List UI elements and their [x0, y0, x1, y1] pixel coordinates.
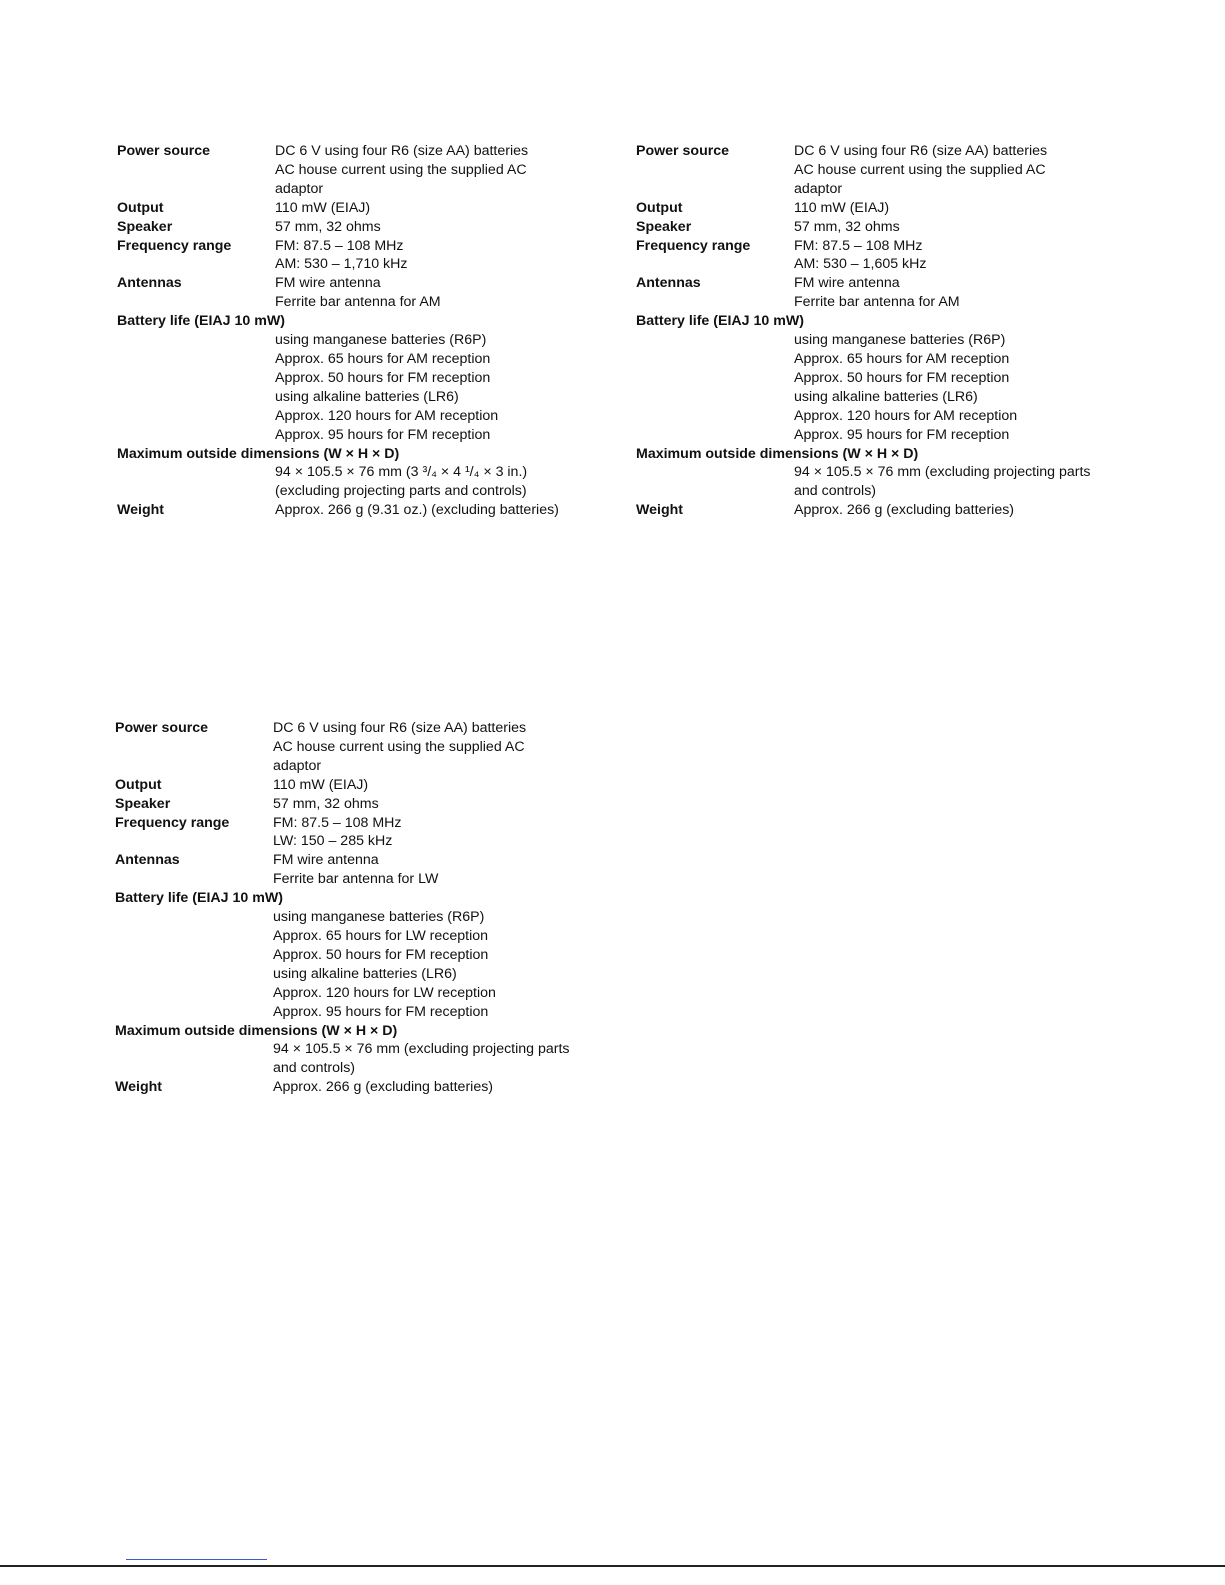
speaker-label: Speaker — [117, 218, 173, 235]
spec-row-output — [115, 776, 615, 795]
dimensions-line: 94 × 105.5 × 76 mm (excluding projecting parts — [273, 1041, 570, 1058]
power-source-line: adaptor — [273, 757, 322, 774]
battery-line: Approx. 50 hours for FM reception — [273, 946, 489, 963]
battery-line: using manganese batteries (R6P) — [273, 909, 485, 926]
spec-row-frequency — [115, 814, 615, 852]
antennas-label: Antennas — [115, 852, 180, 869]
output-label: Output — [636, 199, 683, 216]
weight-value: Approx. 266 g (9.31 oz.) (excluding batteries) — [275, 502, 559, 519]
spec-row-speaker — [115, 795, 615, 814]
power-source-line: AC house current using the supplied AC — [794, 161, 1046, 178]
speaker-value: 57 mm, 32 ohms — [794, 218, 900, 235]
battery-line: Approx. 120 hours for LW reception — [273, 984, 496, 1001]
battery-life-label: Battery life (EIAJ 10 mW) — [636, 313, 804, 330]
spec-row-power-source — [636, 142, 1136, 199]
antennas-label: Antennas — [636, 275, 701, 292]
frequency-line: AM: 530 – 1,605 kHz — [794, 256, 927, 273]
spec-block-1 — [117, 142, 617, 520]
dimensions-values — [636, 463, 1136, 501]
antennas-line: Ferrite bar antenna for LW — [273, 871, 439, 888]
output-label: Output — [117, 199, 164, 216]
dimensions-line: and controls) — [273, 1060, 356, 1077]
spec-row-output — [636, 199, 1136, 218]
power-source-line: DC 6 V using four R6 (size AA) batteries — [794, 143, 1048, 159]
frequency-line: AM: 530 – 1,710 kHz — [275, 256, 408, 273]
battery-line: Approx. 95 hours for FM reception — [275, 426, 491, 443]
dimensions-label: Maximum outside dimensions (W × H × D) — [115, 1022, 398, 1039]
dimensions-label: Maximum outside dimensions (W × H × D) — [117, 445, 400, 462]
spec-row-weight — [117, 501, 617, 520]
dimensions-line: and controls) — [794, 483, 877, 500]
battery-life-values — [117, 331, 617, 444]
spec-row-speaker — [117, 218, 617, 237]
spec-row-power-source — [117, 142, 617, 199]
frequency-label: Frequency range — [117, 237, 232, 254]
footer-link-underline — [126, 1559, 267, 1560]
battery-life-values — [636, 331, 1136, 444]
dimensions-label: Maximum outside dimensions (W × H × D) — [636, 445, 919, 462]
battery-life-label: Battery life (EIAJ 10 mW) — [115, 890, 283, 907]
battery-line: using alkaline batteries (LR6) — [275, 388, 459, 405]
antennas-line: Ferrite bar antenna for AM — [275, 294, 441, 311]
frequency-label: Frequency range — [636, 237, 751, 254]
power-source-line: AC house current using the supplied AC — [273, 738, 525, 755]
speaker-value: 57 mm, 32 ohms — [273, 795, 379, 812]
antennas-line: FM wire antenna — [794, 275, 900, 292]
weight-label: Weight — [115, 1079, 163, 1096]
battery-line: Approx. 65 hours for AM reception — [794, 350, 1010, 367]
battery-line: Approx. 65 hours for AM reception — [275, 350, 491, 367]
battery-line: using manganese batteries (R6P) — [275, 332, 487, 349]
speaker-label: Speaker — [636, 218, 692, 235]
power-source-line: DC 6 V using four R6 (size AA) batteries — [273, 720, 527, 736]
battery-line: Approx. 50 hours for FM reception — [275, 369, 491, 386]
speaker-label: Speaker — [115, 795, 171, 812]
dimensions-values — [117, 463, 617, 501]
spec-block-2 — [636, 142, 1136, 520]
spec-row-output — [117, 199, 617, 218]
battery-line: Approx. 120 hours for AM reception — [794, 407, 1018, 424]
dimensions-values — [115, 1040, 615, 1078]
spec-row-weight — [115, 1078, 615, 1097]
battery-line: using alkaline batteries (LR6) — [794, 388, 978, 405]
output-value: 110 mW (EIAJ) — [794, 199, 890, 216]
power-source-line: adaptor — [794, 180, 843, 197]
spec-row-frequency — [117, 237, 617, 275]
spec-row-weight — [636, 501, 1136, 520]
battery-line: Approx. 65 hours for LW reception — [273, 927, 489, 944]
power-source-line: adaptor — [275, 180, 324, 197]
power-source-values — [275, 142, 617, 199]
power-source-line: AC house current using the supplied AC — [275, 161, 527, 178]
power-source-values — [794, 142, 1136, 199]
frequency-line: FM: 87.5 – 108 MHz — [794, 237, 923, 254]
spec-row-antennas — [117, 274, 617, 312]
dimensions-line: 94 × 105.5 × 76 mm (excluding projecting parts — [794, 464, 1091, 481]
weight-value: Approx. 266 g (excluding batteries) — [273, 1079, 494, 1096]
spec-row-antennas — [636, 274, 1136, 312]
battery-line: Approx. 95 hours for FM reception — [273, 1003, 489, 1020]
speaker-value: 57 mm, 32 ohms — [275, 218, 381, 235]
spec-row-power-source — [115, 719, 615, 776]
output-label: Output — [115, 776, 162, 793]
output-value: 110 mW (EIAJ) — [273, 776, 369, 793]
battery-life-label: Battery life (EIAJ 10 mW) — [117, 313, 285, 330]
battery-line: using manganese batteries (R6P) — [794, 332, 1006, 349]
antennas-line: FM wire antenna — [275, 275, 381, 292]
spec-row-antennas — [115, 851, 615, 889]
antennas-line: FM wire antenna — [273, 852, 379, 869]
frequency-line: FM: 87.5 – 108 MHz — [275, 237, 404, 254]
battery-line: Approx. 95 hours for FM reception — [794, 426, 1010, 443]
weight-label: Weight — [117, 502, 165, 519]
weight-value: Approx. 266 g (excluding batteries) — [794, 502, 1015, 519]
power-source-label: Power source — [117, 143, 211, 159]
spec-row-frequency — [636, 237, 1136, 275]
battery-line: using alkaline batteries (LR6) — [273, 965, 457, 982]
frequency-line: LW: 150 – 285 kHz — [273, 833, 393, 850]
antennas-label: Antennas — [117, 275, 182, 292]
antennas-line: Ferrite bar antenna for AM — [794, 294, 960, 311]
frequency-label: Frequency range — [115, 814, 230, 831]
power-source-values — [273, 719, 615, 776]
weight-label: Weight — [636, 502, 684, 519]
dimensions-line: 94 × 105.5 × 76 mm (3 ³/₄ × 4 ¹/₄ × 3 in.) — [275, 464, 528, 481]
battery-line: Approx. 120 hours for AM reception — [275, 407, 499, 424]
power-source-label: Power source — [115, 720, 209, 736]
power-source-line: DC 6 V using four R6 (size AA) batteries — [275, 143, 529, 159]
page-bottom-rule — [0, 1565, 1225, 1567]
dimensions-line: (excluding projecting parts and controls) — [275, 483, 527, 500]
battery-line: Approx. 50 hours for FM reception — [794, 369, 1010, 386]
frequency-line: FM: 87.5 – 108 MHz — [273, 814, 402, 831]
spec-row-speaker — [636, 218, 1136, 237]
spec-block-3 — [115, 719, 615, 1097]
power-source-label: Power source — [636, 143, 730, 159]
output-value: 110 mW (EIAJ) — [275, 199, 371, 216]
battery-life-values — [115, 908, 615, 1021]
